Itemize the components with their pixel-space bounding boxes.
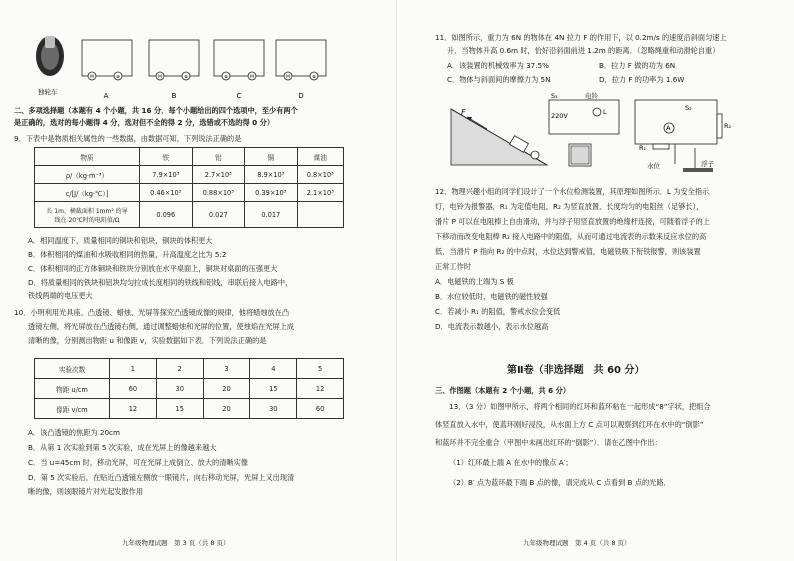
q10-cell: 15 — [250, 379, 297, 399]
q9-cell: 0.096 — [140, 202, 193, 228]
page-footer-right: 九年级物理试题 第 4 页（共 8 页） — [523, 539, 631, 547]
q10-cell: 30 — [156, 379, 203, 399]
q12-line5: 低．当滑片 P 指向 R₂ 的中点时，水位达到警戒值，电磁铁吸下衔铁报警，则该装置 — [435, 247, 701, 256]
q10-option-d-cont: 晰的像，则该眼镜片对光起发散作用 — [28, 487, 144, 496]
q12-option-b: B．水位较低时，电磁铁的磁性较强 — [435, 292, 548, 301]
section3-title: 三、作图题（本题有 2 个小题，共 6 分） — [435, 386, 571, 395]
q12-option-c: C．若减小 R₁ 的阻值，警戒水位会变低 — [435, 307, 561, 316]
q11-stem-line2: 升．当物体升高 0.6m 时，恰好沿斜面前进 1.2m 的距离．（忽略绳重和动滑轮自重） — [447, 46, 720, 55]
svg-text:⊗: ⊗ — [184, 75, 188, 80]
q9-option-c: C．体积相同的正方体铜块和铁块分别放在水平桌面上，铜块对桌面的压强更大 — [28, 264, 278, 273]
q9-stem: 9．下表中是物质相关属性的一些数据，由数据可知，下列说法正确的是 — [14, 134, 242, 143]
bell-label: 电铃 — [585, 92, 598, 100]
q12-option-a: A．电磁铁的上端为 S 极 — [435, 277, 514, 286]
q9-header: 铁 — [140, 148, 193, 166]
q9-cell: ρ/（kg·m⁻³） — [35, 166, 140, 184]
circuit-label-c: C — [236, 92, 242, 100]
svg-text:M: M — [158, 75, 162, 80]
part2-title: 第Ⅱ卷（非选择题 共 60 分） — [507, 365, 645, 376]
svg-text:M: M — [250, 75, 254, 80]
q10-cell: 60 — [297, 399, 344, 419]
q12-option-d: D．电流表示数越小，表示水位越高 — [435, 322, 549, 331]
q12-line2: 灯，电铃为报警器，R₁ 为定值电阻，R₂ 为竖直放置、长度均匀的电阻丝（足够长）， — [435, 202, 704, 211]
switch-s2-label: S₂ — [685, 104, 692, 112]
q9-cell: 长 1m、横截面积 1mm² 的导 线在 20℃时的电阻值/Ω — [35, 202, 140, 228]
circuit-label-d: D — [298, 92, 304, 100]
q13-line2: 体竖直放入水中，使蓝环刚好浸没，从水面上方 C 点可以观察到红环在水中的“倒影” — [435, 420, 704, 429]
q10-header: 3 — [203, 359, 250, 379]
voltage-label: 220V — [551, 112, 568, 120]
q10-header: 1 — [110, 359, 157, 379]
q10-cell: 像距 v/cm — [35, 399, 110, 419]
resistor-r2-label: R₂ — [724, 122, 732, 130]
q13-line4: （1）红环最上端 A 在水中的像点 A′； — [449, 458, 573, 467]
svg-text:⊗: ⊗ — [224, 75, 228, 80]
q9-table — [34, 147, 344, 228]
q12-line3: 滑片 P 可以在电阻棒上自由滑动，并与浮子用竖直放置的绝缘杆连接，可随着浮子的上 — [435, 217, 710, 226]
q10-cell: 30 — [250, 399, 297, 419]
float-label: 浮子 — [701, 160, 714, 168]
svg-text:M: M — [286, 75, 290, 80]
q10-option-c: C．当 u=45cm 时，移动光屏，可在光屏上成倒立、放大的清晰实像 — [28, 458, 248, 467]
page-footer-left: 九年级物理试题 第 3 页（共 8 页） — [122, 539, 230, 547]
q9-cell: 2.7×10³ — [192, 166, 245, 184]
q10-header: 实验次数 — [35, 359, 110, 379]
q9-cell: 0.8×10³ — [297, 166, 343, 184]
q11-stem-line1: 11．如图所示，重力为 6N 的物体在 4N 拉力 F 的作用下，以 0.2m/s 的速度沿斜面匀速上 — [435, 33, 727, 42]
q10-cell: 60 — [110, 379, 157, 399]
q9-cell: 0.39×10³ — [245, 184, 298, 202]
q9-cell: 0.88×10³ — [192, 184, 245, 202]
q13-line3: 和蓝环并不完全重合（甲图中未画出红环的“倒影”）．请在乙图中作出： — [435, 438, 662, 447]
q9-option-b: B．体积相同的煤油和水吸收相同的热量，升高温度之比为 5:2 — [28, 250, 227, 259]
q10-option-b: B．从第 1 次实验到第 5 次实验，成在光屏上的像越来越大 — [28, 443, 217, 452]
q11-option-d: D．拉力 F 的功率为 1.6W — [599, 75, 685, 84]
q10-cell: 物距 u/cm — [35, 379, 110, 399]
q11-option-a: A．该装置的机械效率为 37.5% — [447, 61, 549, 70]
lamp-label: L — [603, 108, 607, 116]
circuit-label-a: A — [103, 92, 109, 100]
q10-cell: 20 — [203, 399, 250, 419]
q9-cell: 0.027 — [192, 202, 245, 228]
q11-option-c: C．物体与斜面间的摩擦力为 5N — [447, 75, 551, 84]
q11-option-b: B．拉力 F 做的功为 6N — [599, 61, 676, 70]
exam-page-4 — [397, 0, 794, 561]
q10-stem-line3: 清晰的像，分别测出物距 u 和像距 v，实验数据如下表．下列说法正确的是 — [28, 336, 267, 345]
switch-s1-label: S₁ — [551, 92, 558, 100]
q10-stem-line2: 透镜左侧，将光屏放在凸透镜右侧，通过调整蜡烛和光屏的位置，使烛焰在光屏上成 — [28, 322, 294, 331]
svg-text:M: M — [90, 75, 94, 80]
q9-option-d: D．将质量相同的铁块和铝块均匀拉成长度相同的铁线和铝线，串联后接入电路中， — [28, 278, 293, 287]
q10-cell: 15 — [156, 399, 203, 419]
circuit-label-b: B — [171, 92, 177, 100]
q12-line4: 下移动而改变电阻棒 R₂ 接入电路中的阻值，从而可通过电流表的示数来反应水位的高 — [435, 232, 707, 241]
water-level-label: 水位 — [647, 162, 660, 170]
svg-text:⊗: ⊗ — [312, 75, 316, 80]
q9-cell — [297, 202, 343, 228]
q9-header: 铜 — [245, 148, 298, 166]
unicycle-image — [36, 36, 64, 76]
q10-header: 2 — [156, 359, 203, 379]
svg-text:⊗: ⊗ — [116, 75, 120, 80]
section2-title-line2: 是正确的，选对的每小题得 4 分，选对但不全的得 2 分，选错或不选的得 0 分） — [14, 118, 275, 127]
force-label: F — [461, 108, 466, 117]
q9-cell: 7.9×10³ — [140, 166, 193, 184]
q9-cell: c/[J/（kg·℃）] — [35, 184, 140, 202]
q9-cell: 8.9×10³ — [245, 166, 298, 184]
q12-line1: 12．物理兴趣小组的同学们设计了一个水位检测装置，其原理如图所示．L 为安全指示 — [435, 187, 710, 196]
q10-option-d: D．第 5 次实验后，在贴近凸透镜左侧放一眼镜片，向右移动光屏，光屏上又出现清 — [28, 473, 295, 482]
water-level-circuit — [535, 88, 735, 180]
q9-option-d-cont: 铁线两端的电压更大 — [28, 291, 93, 300]
q9-option-a: A．相同温度下，质量相同的铜块和铝块，铜块的体积更大 — [28, 236, 213, 245]
q10-cell: 12 — [110, 399, 157, 419]
q13-line5: （2）B′ 点为蓝环最下端 B 点的像，请完成从 C 点看到 B 点的光路． — [449, 478, 671, 487]
ammeter-label: A — [666, 124, 671, 132]
q10-cell: 12 — [297, 379, 344, 399]
q9-cell: 2.1×10³ — [297, 184, 343, 202]
unicycle-label: 独轮车 — [38, 88, 58, 96]
q10-header: 5 — [297, 359, 344, 379]
section2-title: 二、多项选择题（本题有 4 个小题，共 16 分．每个小题给出的四个选项中，至少有两个 — [14, 106, 298, 115]
q9-header: 煤油 — [297, 148, 343, 166]
q9-header: 铝 — [192, 148, 245, 166]
q12-line6: 正常工作时 — [435, 262, 471, 271]
q10-option-a: A．该凸透镜的焦距为 20cm — [28, 428, 120, 437]
q13-line1: 13．（3 分）如图甲所示，将两个相同的红环和蓝环粘在一起形成“8”字状，把组合 — [449, 402, 711, 411]
circuit-figures — [14, 30, 334, 102]
q9-cell: 0.46×10³ — [140, 184, 193, 202]
q10-cell: 20 — [203, 379, 250, 399]
q9-cell: 0.017 — [245, 202, 298, 228]
q9-header: 物质 — [35, 148, 140, 166]
q10-header: 4 — [250, 359, 297, 379]
resistor-r1-label: R₁ — [639, 144, 647, 152]
q10-table — [34, 358, 344, 419]
q10-stem-line1: 10．小明利用光具座、凸透镜、蜡烛、光屏等探究凸透镜成像的规律，他将蜡烛放在凸 — [14, 308, 290, 317]
